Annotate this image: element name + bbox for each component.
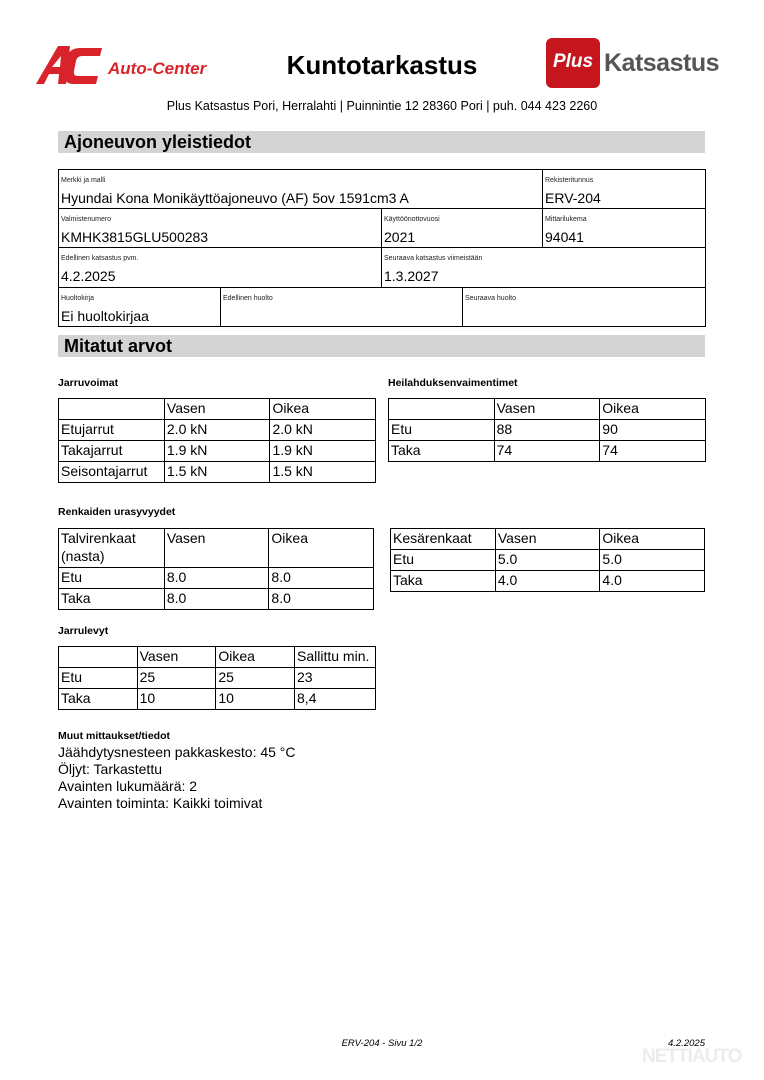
table-cell: 4.0	[495, 571, 600, 592]
table-row	[389, 441, 706, 462]
plus-katsastus-logo	[546, 38, 728, 88]
other-lines	[58, 744, 296, 812]
field-value: 2021	[384, 229, 416, 245]
table-row	[59, 568, 374, 589]
footer-page: ERV-204 - Sivu 1/2	[341, 1038, 423, 1049]
table-cell: 8.0	[269, 589, 374, 610]
table-cell: 2.0 kN	[164, 420, 270, 441]
field-registration	[542, 169, 706, 209]
svg-text:Auto-Center: Auto-Center	[108, 59, 207, 78]
field-label: Seuraava huolto	[465, 295, 516, 302]
table-header-row	[391, 529, 705, 550]
table-cell: 2.0 kN	[270, 420, 376, 441]
table-cell: 4.0	[600, 571, 705, 592]
field-next-service	[462, 287, 706, 327]
table-cell: 8.0	[164, 568, 269, 589]
brakes-title: Jarruvoimat	[58, 377, 119, 389]
table-row	[59, 462, 376, 483]
field-value: KMHK3815GLU500283	[61, 229, 209, 245]
table-cell: Takajarrut	[59, 441, 165, 462]
table-cell: 1.5 kN	[164, 462, 270, 483]
table-cell: 74	[600, 441, 706, 462]
table-cell: Etu	[389, 420, 495, 441]
table-cell: 1.5 kN	[270, 462, 376, 483]
table-cell: Seisontajarrut	[59, 462, 165, 483]
table-cell: Etu	[391, 550, 496, 571]
table-cell: Talvirenkaat (nasta)	[59, 529, 165, 568]
footer-date: 4.2.2025	[668, 1038, 705, 1049]
field-label: Seuraava katsastus viimeistään	[384, 255, 483, 262]
table-row	[391, 571, 705, 592]
page-title: Kuntotarkastus	[286, 50, 478, 80]
field-value: 4.2.2025	[61, 268, 116, 284]
field-vin	[58, 208, 382, 248]
field-label: Huoltokirja	[61, 295, 95, 302]
table-cell: Oikea	[269, 529, 374, 568]
other-line: Öljyt: Tarkastettu	[58, 761, 163, 777]
other-line: Avainten toiminta: Kaikki toimivat	[58, 795, 263, 811]
table-cell: Vasen	[137, 647, 216, 668]
field-label: Mittarilukema	[545, 216, 587, 223]
table-header-row	[59, 529, 374, 568]
field-last-inspection	[58, 247, 382, 288]
other-line: Avainten lukumäärä: 2	[58, 778, 198, 794]
table-cell: Etujarrut	[59, 420, 165, 441]
table-header-row	[59, 647, 376, 668]
table-cell: Vasen	[164, 529, 269, 568]
table-cell: 8.0	[269, 568, 374, 589]
table-row	[59, 689, 376, 710]
section-measured-heading: Mitatut arvot	[58, 335, 705, 357]
table-cell: 5.0	[600, 550, 705, 571]
other-title: Muut mittaukset/tiedot	[58, 730, 170, 742]
table-cell: Oikea	[600, 529, 705, 550]
table-cell: Taka	[59, 589, 165, 610]
field-label: Valmistenumero	[61, 216, 112, 223]
table-cell: Taka	[59, 689, 138, 710]
discs-title: Jarrulevyt	[58, 625, 109, 637]
table-cell: 1.9 kN	[270, 441, 376, 462]
field-label: Edellinen huolto	[223, 295, 273, 302]
other-line: Jäähdytysnesteen pakkaskesto: 45 °C	[58, 744, 296, 760]
field-previous-service	[220, 287, 463, 327]
field-label: Edellinen katsastus pvm.	[61, 255, 139, 262]
table-cell: 23	[295, 668, 376, 689]
field-make-model	[58, 169, 543, 209]
table-cell: Taka	[389, 441, 495, 462]
field-label: Merkki ja malli	[61, 177, 106, 184]
field-label: Rekisteritunnus	[545, 177, 594, 184]
table-cell: 1.9 kN	[164, 441, 270, 462]
field-odometer	[542, 208, 706, 248]
table-row	[389, 420, 706, 441]
table-cell: 8,4	[295, 689, 376, 710]
table-cell: Taka	[391, 571, 496, 592]
table-cell: Vasen	[494, 399, 600, 420]
table-cell: 10	[216, 689, 295, 710]
field-value: Ei huoltokirjaa	[61, 308, 149, 324]
table-cell: 88	[494, 420, 600, 441]
table-cell	[389, 399, 495, 420]
table-row	[59, 420, 376, 441]
table-cell: 10	[137, 689, 216, 710]
nettiauto-watermark: NETTIAUTO	[642, 1046, 742, 1067]
summer-tires-table	[390, 528, 705, 592]
table-cell: Vasen	[164, 399, 270, 420]
table-cell: Oikea	[600, 399, 706, 420]
katsastus-text: Katsastus	[604, 49, 719, 77]
shocks-title: Heilahduksenvaimentimet	[388, 377, 518, 389]
field-value: 94041	[545, 229, 584, 245]
tires-title: Renkaiden urasyvyydet	[58, 506, 176, 518]
table-header-row	[389, 399, 706, 420]
table-row	[391, 550, 705, 571]
table-header-row	[59, 399, 376, 420]
brakes-table	[58, 398, 376, 483]
field-label: Käyttöönottovuosi	[384, 216, 440, 223]
field-first-use	[381, 208, 543, 248]
winter-tires-table	[58, 528, 374, 610]
table-cell: 90	[600, 420, 706, 441]
field-service-book	[58, 287, 221, 327]
address-line: Plus Katsastus Pori, Herralahti | Puinnintie 12 28360 Pori | puh. 044 423 2260	[166, 99, 598, 113]
table-cell: Etu	[59, 568, 165, 589]
table-cell: Oikea	[216, 647, 295, 668]
field-value: ERV-204	[545, 190, 601, 206]
table-cell	[59, 647, 138, 668]
table-cell: Sallittu min.	[295, 647, 376, 668]
discs-table	[58, 646, 376, 710]
table-cell: 5.0	[495, 550, 600, 571]
table-cell: 8.0	[164, 589, 269, 610]
table-cell: Etu	[59, 668, 138, 689]
plus-badge-text: Plus	[552, 51, 594, 72]
table-row	[59, 668, 376, 689]
section-general-heading: Ajoneuvon yleistiedot	[58, 131, 705, 153]
table-cell	[59, 399, 165, 420]
table-row	[59, 589, 374, 610]
table-cell: Vasen	[495, 529, 600, 550]
field-value: 1.3.2027	[384, 268, 439, 284]
field-next-inspection	[381, 247, 706, 288]
table-cell: 74	[494, 441, 600, 462]
table-cell: Oikea	[270, 399, 376, 420]
shocks-table	[388, 398, 706, 462]
table-cell: Kesärenkaat	[391, 529, 496, 550]
field-value: Hyundai Kona Monikäyttöajoneuvo (AF) 5ov 1591cm3 A	[61, 190, 409, 206]
table-row	[59, 441, 376, 462]
table-cell: 25	[137, 668, 216, 689]
table-cell: 25	[216, 668, 295, 689]
